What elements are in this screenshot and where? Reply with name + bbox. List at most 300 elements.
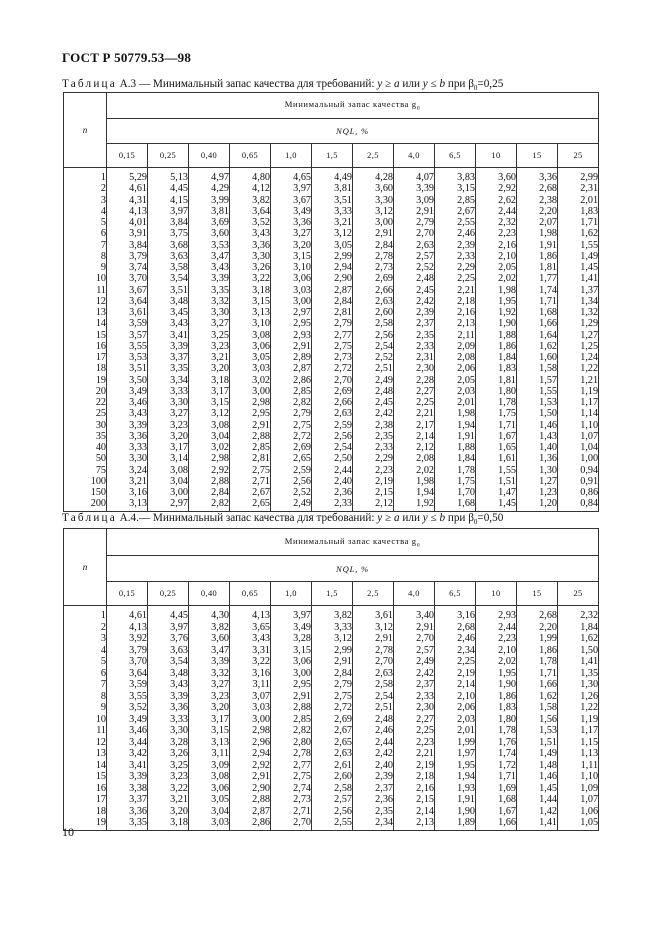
value-cell: 3,25 [189, 330, 230, 341]
value-cell: 3,17 [148, 442, 189, 453]
table-row [64, 794, 599, 806]
value-cell: 2,75 [312, 691, 353, 703]
value-cell: 4,49 [312, 168, 353, 184]
value-cell: 2,20 [517, 622, 558, 634]
value-cell: 2,99 [312, 251, 353, 262]
value-cell: 3,40 [394, 606, 435, 622]
row-n-cell: 1 [64, 606, 107, 622]
value-cell: 2,94 [230, 748, 271, 760]
value-cell: 1,00 [558, 453, 599, 464]
row-n-cell: 150 [64, 487, 107, 498]
value-cell: 1,49 [558, 251, 599, 262]
table-row [64, 262, 599, 273]
column-header: 1,0 [271, 144, 312, 168]
table-row [64, 217, 599, 228]
value-cell: 3,79 [107, 645, 148, 657]
value-cell: 1,90 [476, 679, 517, 691]
value-cell: 3,35 [189, 285, 230, 296]
value-cell: 3,68 [148, 240, 189, 251]
value-cell: 1,65 [476, 442, 517, 453]
value-cell: 1,41 [558, 273, 599, 284]
value-cell: 2,40 [353, 760, 394, 772]
table-row [64, 476, 599, 487]
value-cell: 2,66 [312, 397, 353, 408]
value-cell: 1,41 [558, 656, 599, 668]
value-cell: 1,09 [558, 783, 599, 795]
value-cell: 2,12 [394, 442, 435, 453]
value-cell: 2,92 [230, 760, 271, 772]
value-cell: 1,67 [476, 431, 517, 442]
value-cell: 1,78 [476, 725, 517, 737]
value-cell: 2,93 [271, 330, 312, 341]
table-number: А.4 [119, 512, 137, 524]
value-cell: 1,45 [558, 262, 599, 273]
value-cell: 3,49 [271, 206, 312, 217]
value-cell: 2,70 [394, 228, 435, 239]
value-cell: 2,23 [394, 737, 435, 749]
value-cell: 4,61 [107, 183, 148, 194]
value-cell: 2,58 [353, 318, 394, 329]
value-cell: 2,97 [148, 498, 189, 511]
value-cell: 4,13 [230, 606, 271, 622]
value-cell: 3,63 [148, 645, 189, 657]
value-cell: 1,84 [476, 352, 517, 363]
value-cell: 1,78 [435, 465, 476, 476]
table-row [64, 606, 599, 622]
value-cell: 3,41 [148, 330, 189, 341]
value-cell: 1,06 [558, 806, 599, 818]
value-cell: 1,44 [517, 794, 558, 806]
condition-2: у ≤ b [422, 512, 446, 524]
table-row [64, 737, 599, 749]
value-cell: 1,30 [517, 465, 558, 476]
column-header: 15 [517, 144, 558, 168]
value-cell: 2,14 [394, 431, 435, 442]
value-cell: 1,34 [558, 296, 599, 307]
value-cell: 3,32 [189, 296, 230, 307]
value-cell: 2,56 [312, 431, 353, 442]
value-cell: 1,92 [394, 498, 435, 511]
value-cell: 3,57 [107, 330, 148, 341]
value-cell: 2,44 [476, 622, 517, 634]
value-cell: 3,91 [107, 228, 148, 239]
table-a4-caption [62, 512, 503, 526]
value-cell: 3,81 [312, 183, 353, 194]
value-cell: 2,01 [435, 725, 476, 737]
table-row [64, 341, 599, 352]
value-cell: 2,46 [435, 633, 476, 645]
value-cell: 3,59 [107, 318, 148, 329]
value-cell: 2,30 [394, 702, 435, 714]
value-cell: 1,94 [435, 771, 476, 783]
value-cell: 1,15 [558, 737, 599, 749]
column-header: 10 [476, 144, 517, 168]
column-header: 25 [558, 582, 599, 606]
caption-suffix: при β [445, 78, 474, 90]
value-cell: 3,35 [107, 817, 148, 830]
value-cell: 3,20 [148, 806, 189, 818]
value-cell: 2,35 [353, 806, 394, 818]
value-cell: 3,15 [271, 645, 312, 657]
table-row [64, 453, 599, 464]
value-cell: 2,79 [312, 679, 353, 691]
table-row [64, 465, 599, 476]
table-row [64, 240, 599, 251]
column-header: 0,65 [230, 582, 271, 606]
value-cell: 2,75 [271, 771, 312, 783]
row-n-cell: 7 [64, 240, 107, 251]
table-row [64, 296, 599, 307]
document-code: ГОСТ Р 50779.53—98 [62, 50, 192, 65]
value-cell: 3,15 [189, 397, 230, 408]
value-cell: 2,73 [271, 794, 312, 806]
value-cell: 2,33 [312, 498, 353, 511]
page-number: 10 [62, 825, 74, 839]
condition-1: у ≥ а [377, 512, 400, 524]
value-cell: 2,90 [230, 783, 271, 795]
value-cell: 2,39 [353, 771, 394, 783]
value-cell: 3,33 [107, 442, 148, 453]
column-header: 6,5 [435, 144, 476, 168]
table-row [64, 725, 599, 737]
value-cell: 3,00 [271, 668, 312, 680]
value-cell: 3,04 [148, 476, 189, 487]
row-n-cell: 200 [64, 498, 107, 511]
value-cell: 1,11 [558, 760, 599, 772]
value-cell: 3,82 [230, 195, 271, 206]
value-cell: 1,88 [476, 330, 517, 341]
value-cell: 2,80 [271, 737, 312, 749]
value-cell: 3,30 [353, 195, 394, 206]
table-word: Таблица [62, 512, 117, 524]
value-cell: 3,84 [148, 217, 189, 228]
value-cell: 2,98 [230, 397, 271, 408]
value-cell: 3,09 [394, 195, 435, 206]
column-header: 1,0 [271, 582, 312, 606]
value-cell: 1,62 [558, 228, 599, 239]
value-cell: 1,91 [435, 431, 476, 442]
value-cell: 2,57 [394, 645, 435, 657]
value-cell: 2,34 [353, 817, 394, 830]
value-cell: 1,45 [476, 498, 517, 511]
table-row [64, 806, 599, 818]
row-n-cell: 22 [64, 397, 107, 408]
table-row [64, 168, 599, 184]
table-a4 [63, 528, 599, 831]
value-cell: 2,75 [271, 420, 312, 431]
value-cell: 2,51 [353, 702, 394, 714]
value-cell: 1,22 [558, 702, 599, 714]
value-cell: 1,48 [517, 760, 558, 772]
value-cell: 4,29 [189, 183, 230, 194]
value-cell: 1,74 [517, 285, 558, 296]
value-cell: 2,56 [353, 330, 394, 341]
value-cell: 2,69 [312, 386, 353, 397]
value-cell: 4,30 [189, 606, 230, 622]
value-cell: 2,48 [353, 714, 394, 726]
table-row [64, 363, 599, 374]
value-cell: 1,62 [558, 633, 599, 645]
column-header: 2,5 [353, 144, 394, 168]
value-cell: 3,33 [312, 206, 353, 217]
value-cell: 1,78 [517, 656, 558, 668]
value-cell: 3,69 [189, 217, 230, 228]
value-cell: 3,30 [230, 251, 271, 262]
value-cell: 3,64 [230, 206, 271, 217]
value-cell: 2,71 [230, 476, 271, 487]
value-cell: 3,35 [148, 363, 189, 374]
value-cell: 2,62 [476, 195, 517, 206]
value-cell: 2,70 [353, 656, 394, 668]
value-cell: 2,63 [353, 668, 394, 680]
value-cell: 1,66 [476, 817, 517, 830]
value-cell: 2,46 [435, 228, 476, 239]
table-row [64, 817, 599, 830]
value-cell: 3,06 [230, 341, 271, 352]
table-row [64, 668, 599, 680]
table-row [64, 420, 599, 431]
value-cell: 2,54 [353, 341, 394, 352]
value-cell: 4,01 [107, 217, 148, 228]
table-row [64, 183, 599, 194]
value-cell: 3,12 [353, 206, 394, 217]
value-cell: 3,15 [189, 725, 230, 737]
value-cell: 1,98 [435, 408, 476, 419]
value-cell: 3,12 [312, 633, 353, 645]
value-cell: 2,63 [312, 408, 353, 419]
value-cell: 1,74 [476, 748, 517, 760]
column-header: 0,25 [148, 144, 189, 168]
table-a3-caption [62, 78, 503, 92]
value-cell: 2,58 [312, 783, 353, 795]
value-cell: 1,51 [476, 476, 517, 487]
value-cell: 3,52 [230, 217, 271, 228]
row-n-cell: 4 [64, 206, 107, 217]
value-cell: 1,45 [517, 783, 558, 795]
value-cell: 3,59 [107, 679, 148, 691]
value-cell: 1,56 [517, 714, 558, 726]
row-n-cell: 16 [64, 341, 107, 352]
value-cell: 3,81 [189, 206, 230, 217]
value-cell: 2,95 [230, 408, 271, 419]
value-cell: 3,23 [189, 341, 230, 352]
row-n-cell: 12 [64, 296, 107, 307]
value-cell: 2,78 [271, 748, 312, 760]
value-cell: 3,28 [148, 737, 189, 749]
value-cell: 2,44 [312, 465, 353, 476]
value-cell: 1,55 [517, 386, 558, 397]
value-cell: 3,39 [107, 420, 148, 431]
value-cell: 2,79 [394, 217, 435, 228]
column-header: 1,5 [312, 582, 353, 606]
value-cell: 1,10 [558, 420, 599, 431]
value-cell: 1,53 [517, 725, 558, 737]
table-row [64, 206, 599, 217]
value-cell: 3,36 [271, 217, 312, 228]
value-cell: 4,12 [230, 183, 271, 194]
value-cell: 3,84 [107, 240, 148, 251]
value-cell: 2,01 [558, 195, 599, 206]
value-cell: 3,32 [189, 668, 230, 680]
value-cell: 2,99 [312, 645, 353, 657]
value-cell: 2,87 [271, 363, 312, 374]
value-cell: 2,54 [353, 691, 394, 703]
row-n-cell: 10 [64, 714, 107, 726]
value-cell: 2,56 [312, 806, 353, 818]
table-row [64, 330, 599, 341]
value-cell: 1,93 [435, 783, 476, 795]
value-cell: 3,22 [230, 656, 271, 668]
value-cell: 2,85 [435, 195, 476, 206]
value-cell: 3,06 [271, 656, 312, 668]
row-n-cell: 12 [64, 737, 107, 749]
value-cell: 3,20 [189, 363, 230, 374]
row-n-cell: 13 [64, 748, 107, 760]
value-cell: 2,19 [353, 476, 394, 487]
value-cell: 1,78 [476, 397, 517, 408]
value-cell: 2,57 [394, 251, 435, 262]
value-cell: 3,21 [189, 352, 230, 363]
value-cell: 2,84 [353, 240, 394, 251]
row-n-cell: 25 [64, 408, 107, 419]
table-row [64, 645, 599, 657]
value-cell: 2,81 [312, 307, 353, 318]
value-cell: 2,21 [394, 748, 435, 760]
column-header: 1,5 [312, 144, 353, 168]
value-cell: 2,65 [230, 498, 271, 511]
value-cell: 3,16 [230, 668, 271, 680]
row-n-cell: 18 [64, 363, 107, 374]
value-cell: 3,43 [148, 679, 189, 691]
value-cell: 1,89 [435, 817, 476, 830]
value-cell: 3,14 [148, 453, 189, 464]
caption-suffix: при β [445, 512, 474, 524]
value-cell: 1,91 [517, 240, 558, 251]
value-cell: 3,70 [107, 656, 148, 668]
value-cell: 3,28 [271, 633, 312, 645]
value-cell: 3,13 [107, 498, 148, 511]
value-cell: 3,30 [148, 725, 189, 737]
value-cell: 3,24 [107, 465, 148, 476]
value-cell: 2,10 [476, 645, 517, 657]
column-header: 2,5 [353, 582, 394, 606]
value-cell: 1,68 [476, 794, 517, 806]
row-n-cell: 7 [64, 679, 107, 691]
value-cell: 1,23 [517, 487, 558, 498]
value-cell: 2,50 [312, 453, 353, 464]
value-cell: 2,21 [394, 408, 435, 419]
value-cell: 1,43 [517, 431, 558, 442]
value-cell: 1,62 [517, 341, 558, 352]
value-cell: 2,91 [230, 771, 271, 783]
value-cell: 1,26 [558, 691, 599, 703]
value-cell: 3,58 [148, 262, 189, 273]
value-cell: 1,46 [517, 771, 558, 783]
value-cell: 3,46 [107, 725, 148, 737]
table-row [64, 386, 599, 397]
value-cell: 3,23 [189, 691, 230, 703]
value-cell: 3,30 [148, 397, 189, 408]
value-cell: 3,63 [148, 251, 189, 262]
table-row [64, 442, 599, 453]
value-cell: 3,15 [435, 183, 476, 194]
value-cell: 3,04 [189, 431, 230, 442]
row-n-cell: 2 [64, 183, 107, 194]
value-cell: 1,55 [558, 240, 599, 251]
value-cell: 2,68 [517, 606, 558, 622]
table-row [64, 783, 599, 795]
table-row [64, 352, 599, 363]
value-cell: 1,71 [476, 771, 517, 783]
value-cell: 2,75 [312, 341, 353, 352]
beta-value: =0,50 [477, 512, 504, 524]
table-word: Таблица [62, 78, 117, 90]
value-cell: 1,98 [476, 285, 517, 296]
value-cell: 3,36 [107, 806, 148, 818]
value-cell: 2,10 [435, 691, 476, 703]
value-cell: 1,46 [517, 420, 558, 431]
row-n-cell: 3 [64, 633, 107, 645]
value-cell: 3,99 [189, 195, 230, 206]
value-cell: 2,63 [353, 296, 394, 307]
value-cell: 1,81 [517, 262, 558, 273]
column-header: 15 [517, 582, 558, 606]
value-cell: 2,15 [394, 794, 435, 806]
value-cell: 2,55 [435, 217, 476, 228]
value-cell: 2,16 [435, 307, 476, 318]
value-cell: 3,74 [107, 262, 148, 273]
value-cell: 4,65 [271, 168, 312, 184]
value-cell: 2,84 [312, 668, 353, 680]
value-cell: 1,51 [517, 737, 558, 749]
value-cell: 3,15 [271, 251, 312, 262]
value-cell: 3,55 [107, 341, 148, 352]
value-cell: 2,10 [476, 251, 517, 262]
value-cell: 2,13 [394, 817, 435, 830]
table-row [64, 228, 599, 239]
value-cell: 1,72 [476, 760, 517, 772]
value-cell: 2,81 [230, 453, 271, 464]
value-cell: 3,27 [148, 408, 189, 419]
value-cell: 3,26 [230, 262, 271, 273]
value-cell: 3,11 [189, 748, 230, 760]
table-a3 [63, 92, 599, 512]
value-cell: 3,10 [230, 318, 271, 329]
value-cell: 3,21 [107, 476, 148, 487]
value-cell: 3,65 [230, 622, 271, 634]
value-cell: 2,40 [312, 476, 353, 487]
value-cell: 2,75 [230, 465, 271, 476]
value-cell: 2,21 [435, 285, 476, 296]
column-header: 4,0 [394, 144, 435, 168]
value-cell: 3,33 [148, 386, 189, 397]
value-cell: 2,08 [435, 352, 476, 363]
value-cell: 1,49 [517, 748, 558, 760]
value-cell: 2,36 [312, 487, 353, 498]
value-cell: 3,45 [148, 307, 189, 318]
value-cell: 1,71 [517, 296, 558, 307]
value-cell: 2,33 [353, 442, 394, 453]
value-cell: 0,91 [558, 476, 599, 487]
value-cell: 2,73 [312, 352, 353, 363]
row-n-cell: 40 [64, 442, 107, 453]
value-cell: 1,60 [517, 352, 558, 363]
value-cell: 3,83 [435, 168, 476, 184]
row-n-cell: 75 [64, 465, 107, 476]
row-n-cell: 9 [64, 262, 107, 273]
value-cell: 3,67 [107, 285, 148, 296]
value-cell: 2,69 [271, 442, 312, 453]
